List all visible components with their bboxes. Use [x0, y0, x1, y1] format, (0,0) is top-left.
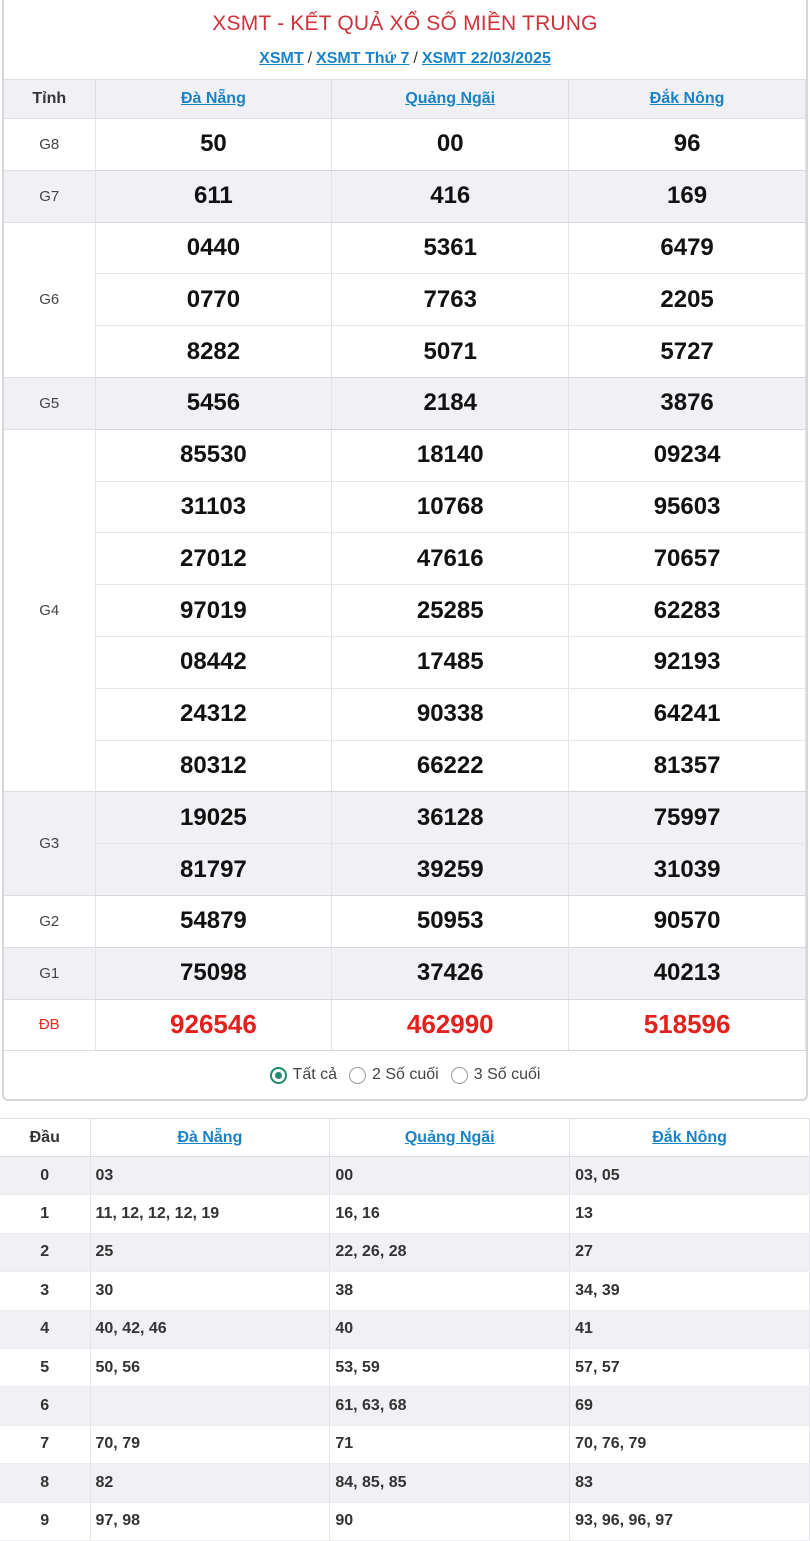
prize-number: 66222 — [332, 740, 569, 792]
dau-digit: 7 — [0, 1425, 90, 1463]
loto-values: 03, 05 — [570, 1157, 810, 1195]
prize-number: 62283 — [569, 585, 806, 637]
province-link-quang-ngai[interactable]: Quảng Ngãi — [405, 90, 496, 107]
province-header-da-nang — [95, 80, 332, 119]
prize-number: 81357 — [569, 740, 806, 792]
prize-number: 37426 — [332, 947, 569, 999]
loto-values: 97, 98 — [90, 1502, 330, 1540]
province-header-quang-ngai — [332, 80, 569, 119]
radio-checked-icon[interactable] — [270, 1067, 287, 1084]
loto-values: 82 — [90, 1464, 330, 1502]
prize-row — [4, 222, 806, 274]
loto-values: 03 — [90, 1157, 330, 1195]
dau-digit: 4 — [0, 1310, 90, 1348]
dau-digit: 0 — [0, 1157, 90, 1195]
loto-province-link-da-nang[interactable]: Đà Nẵng — [177, 1128, 243, 1146]
prize-number: 40213 — [569, 947, 806, 999]
radio-unchecked-icon[interactable] — [349, 1067, 366, 1084]
breadcrumb-separator: / — [307, 50, 313, 67]
prize-number: 25285 — [332, 585, 569, 637]
prize-row — [4, 844, 806, 896]
dau-digit: 1 — [0, 1195, 90, 1233]
dau-digit: 3 — [0, 1272, 90, 1310]
loto-row — [0, 1425, 810, 1463]
loto-row — [0, 1157, 810, 1195]
special-prize-number: 518596 — [569, 999, 806, 1051]
province-header-dak-nong — [569, 80, 806, 119]
prize-row — [4, 533, 806, 585]
loto-values: 71 — [330, 1425, 570, 1463]
province-column-header: Tỉnh — [4, 80, 95, 119]
prize-row — [4, 947, 806, 999]
result-table-header — [4, 80, 806, 119]
prize-label: G3 — [4, 792, 95, 896]
province-link-dak-nong[interactable]: Đắk Nông — [649, 90, 725, 107]
prize-number: 5071 — [332, 326, 569, 378]
prize-number: 18140 — [332, 429, 569, 481]
filter-option-3-digits[interactable] — [451, 1066, 541, 1084]
prize-number: 17485 — [332, 636, 569, 688]
prize-number: 75098 — [95, 947, 332, 999]
filter-option-label: Tất cả — [292, 1066, 338, 1083]
prize-number: 5727 — [569, 326, 806, 378]
prize-label: G1 — [4, 947, 95, 999]
prize-number: 3876 — [569, 377, 806, 429]
loto-values: 27 — [570, 1233, 810, 1271]
loto-values: 16, 16 — [330, 1195, 570, 1233]
dau-digit: 9 — [0, 1502, 90, 1540]
prize-number: 2205 — [569, 274, 806, 326]
prize-number: 95603 — [569, 481, 806, 533]
prize-row — [4, 688, 806, 740]
prize-row — [4, 377, 806, 429]
loto-values: 61, 63, 68 — [330, 1387, 570, 1425]
prize-number: 10768 — [332, 481, 569, 533]
prize-row — [4, 585, 806, 637]
loto-province-link-dak-nong[interactable]: Đắk Nông — [652, 1128, 727, 1146]
prize-number: 0770 — [95, 274, 332, 326]
prize-number: 70657 — [569, 533, 806, 585]
breadcrumb-link-weekday[interactable]: XSMT Thứ 7 — [316, 50, 410, 67]
prize-number: 96 — [569, 119, 806, 171]
prize-number: 6479 — [569, 222, 806, 274]
prize-label: G7 — [4, 170, 95, 222]
loto-table-header — [0, 1119, 810, 1157]
dau-digit: 2 — [0, 1233, 90, 1271]
loto-row — [0, 1272, 810, 1310]
prize-label: G6 — [4, 222, 95, 377]
prize-label: ĐB — [4, 999, 95, 1051]
prize-row — [4, 895, 806, 947]
loto-values: 70, 76, 79 — [570, 1425, 810, 1463]
loto-values: 41 — [570, 1310, 810, 1348]
loto-values: 50, 56 — [90, 1348, 330, 1386]
prize-row — [4, 792, 806, 844]
prize-row — [4, 119, 806, 171]
filter-option-label: 2 Số cuối — [372, 1066, 439, 1083]
prize-row — [4, 636, 806, 688]
prize-number: 5456 — [95, 377, 332, 429]
prize-number: 92193 — [569, 636, 806, 688]
loto-values: 83 — [570, 1464, 810, 1502]
result-card — [2, 0, 808, 1101]
dau-digit: 5 — [0, 1348, 90, 1386]
prize-number: 09234 — [569, 429, 806, 481]
prize-row — [4, 481, 806, 533]
dau-digit: 6 — [0, 1387, 90, 1425]
result-table-body — [4, 119, 806, 1051]
loto-row — [0, 1502, 810, 1540]
prize-number: 85530 — [95, 429, 332, 481]
loto-row — [0, 1233, 810, 1271]
special-prize-number: 926546 — [95, 999, 332, 1051]
prize-number: 2184 — [332, 377, 569, 429]
loto-values: 40 — [330, 1310, 570, 1348]
prize-number: 81797 — [95, 844, 332, 896]
prize-number: 47616 — [332, 533, 569, 585]
prize-number: 24312 — [95, 688, 332, 740]
prize-number: 611 — [95, 170, 332, 222]
prize-number: 97019 — [95, 585, 332, 637]
loto-values: 53, 59 — [330, 1348, 570, 1386]
prize-number: 36128 — [332, 792, 569, 844]
breadcrumb — [4, 50, 806, 78]
loto-province-link-quang-ngai[interactable]: Quảng Ngãi — [404, 1128, 495, 1146]
prize-number: 8282 — [95, 326, 332, 378]
loto-values: 00 — [330, 1157, 570, 1195]
prize-number: 5361 — [332, 222, 569, 274]
filter-option-label: 3 Số cuối — [473, 1066, 541, 1083]
loto-values: 13 — [570, 1195, 810, 1233]
prize-label: G4 — [4, 429, 95, 792]
prize-number: 39259 — [332, 844, 569, 896]
loto-values: 11, 12, 12, 12, 19 — [90, 1195, 330, 1233]
loto-row — [0, 1348, 810, 1386]
prize-number: 90570 — [569, 895, 806, 947]
prize-number: 169 — [569, 170, 806, 222]
prize-number: 80312 — [95, 740, 332, 792]
filter-option-2-digits[interactable] — [349, 1066, 439, 1084]
special-prize-number: 462990 — [332, 999, 569, 1051]
loto-values: 69 — [570, 1387, 810, 1425]
prize-label: G8 — [4, 119, 95, 171]
loto-row — [0, 1310, 810, 1348]
prize-number: 7763 — [332, 274, 569, 326]
loto-values: 34, 39 — [570, 1272, 810, 1310]
loto-values: 93, 96, 96, 97 — [570, 1502, 810, 1540]
prize-number: 27012 — [95, 533, 332, 585]
loto-values: 22, 26, 28 — [330, 1233, 570, 1271]
prize-number: 19025 — [95, 792, 332, 844]
prize-row — [4, 740, 806, 792]
prize-label: G5 — [4, 377, 95, 429]
loto-values: 84, 85, 85 — [330, 1464, 570, 1502]
prize-row — [4, 429, 806, 481]
breadcrumb-link-date[interactable]: XSMT 22/03/2025 — [421, 50, 551, 67]
digit-filter — [4, 1058, 806, 1092]
loto-values — [90, 1387, 330, 1425]
prize-label: G2 — [4, 895, 95, 947]
loto-values: 25 — [90, 1233, 330, 1271]
prize-number: 31039 — [569, 844, 806, 896]
prize-number: 50 — [95, 119, 332, 171]
dau-digit: 8 — [0, 1464, 90, 1502]
loto-header-quang-ngai — [330, 1119, 570, 1157]
prize-number: 0440 — [95, 222, 332, 274]
loto-row — [0, 1387, 810, 1425]
prize-row — [4, 274, 806, 326]
prize-number: 75997 — [569, 792, 806, 844]
loto-values: 70, 79 — [90, 1425, 330, 1463]
prize-number: 50953 — [332, 895, 569, 947]
filter-option-all[interactable] — [270, 1066, 337, 1084]
province-link-da-nang[interactable]: Đà Nẵng — [180, 90, 246, 107]
prize-row — [4, 170, 806, 222]
loto-header-da-nang — [90, 1119, 330, 1157]
radio-unchecked-icon[interactable] — [451, 1067, 468, 1084]
loto-values: 40, 42, 46 — [90, 1310, 330, 1348]
prize-number: 416 — [332, 170, 569, 222]
loto-table-body — [0, 1157, 810, 1541]
loto-values: 57, 57 — [570, 1348, 810, 1386]
loto-values: 38 — [330, 1272, 570, 1310]
prize-number: 08442 — [95, 636, 332, 688]
prize-number: 00 — [332, 119, 569, 171]
loto-values: 30 — [90, 1272, 330, 1310]
prize-number: 90338 — [332, 688, 569, 740]
loto-row — [0, 1464, 810, 1502]
loto-row — [0, 1195, 810, 1233]
page-title: XSMT - KẾT QUẢ XỔ SỐ MIỀN TRUNG — [212, 12, 598, 35]
prize-number: 54879 — [95, 895, 332, 947]
prize-row — [4, 326, 806, 378]
loto-table — [0, 1118, 810, 1541]
prize-number: 64241 — [569, 688, 806, 740]
loto-values: 90 — [330, 1502, 570, 1540]
prize-row — [4, 999, 806, 1051]
result-table — [4, 79, 806, 1051]
prize-number: 31103 — [95, 481, 332, 533]
loto-header-dak-nong — [570, 1119, 810, 1157]
breadcrumb-link-xsmt[interactable]: XSMT — [259, 50, 304, 67]
breadcrumb-separator: / — [413, 50, 418, 67]
dau-column-header: Đầu — [0, 1119, 90, 1157]
